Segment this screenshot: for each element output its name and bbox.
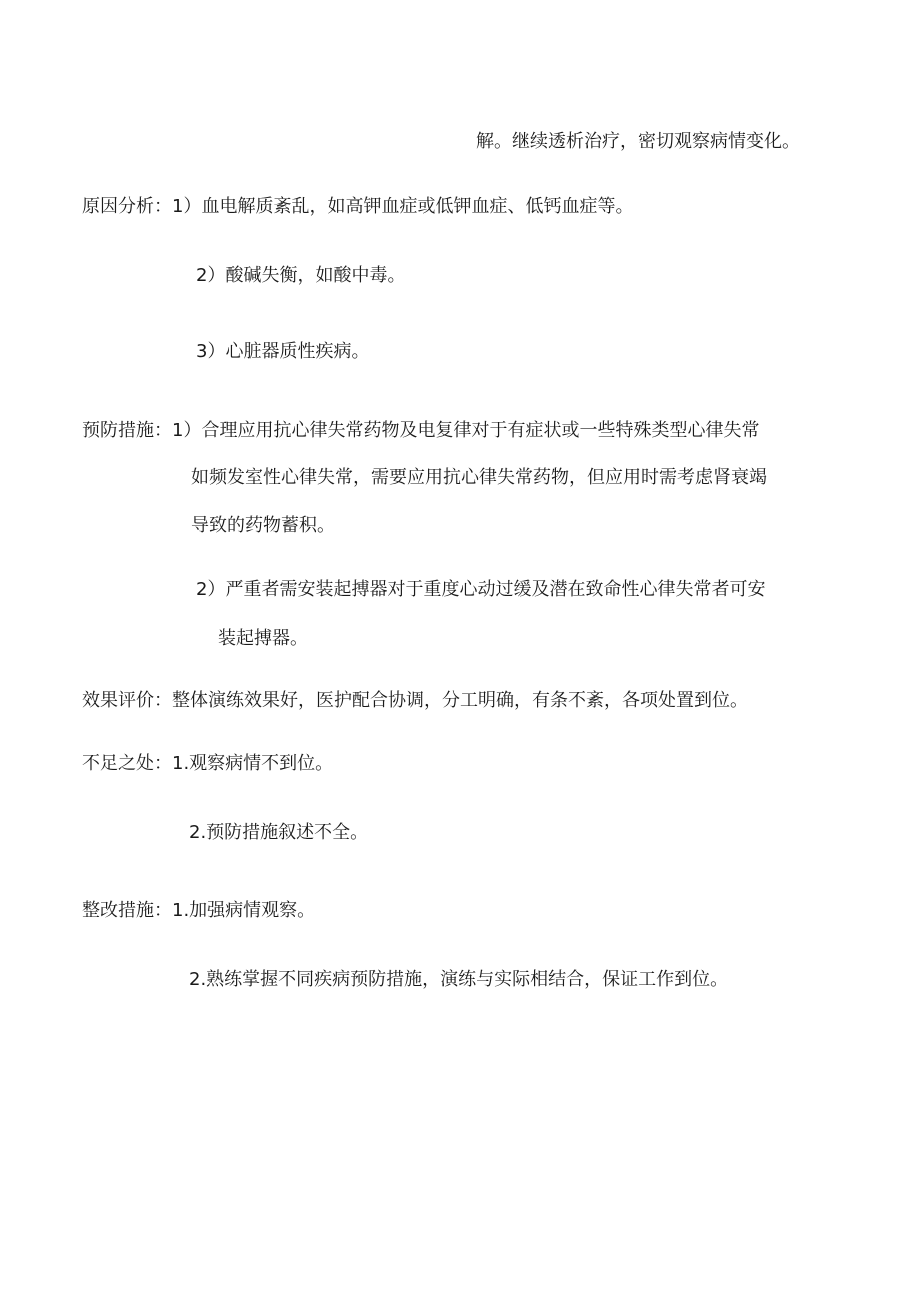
cause-analysis-label: 原因分析： [82,196,172,217]
deficiency-item-2: 2.预防措施叙述不全。 [189,822,369,843]
cause-item-2: 2）酸碱失衡，如酸中毒。 [196,265,406,286]
prevention-item-1-line2: 如频发室性心律失常，需要应用抗心律失常药物，但应用时需考虑肾衰竭 [191,467,767,488]
prevention-item-2-line1: 2）严重者需安装起搏器对于重度心动过缓及潜在致命性心律失常者可安 [196,579,766,600]
cause-analysis-line1 [82,195,633,219]
evaluation-text: 整体演练效果好，医护配合协调，分工明确，有条不紊，各项处置到位。 [172,690,748,711]
prevention-line1 [82,419,759,443]
deficiency-item-1: 1.观察病情不到位。 [172,753,334,774]
rectification-label: 整改措施： [82,900,172,921]
rectification-line1 [82,899,315,923]
cause-item-1: 1）血电解质紊乱，如高钾血症或低钾血症、低钙血症等。 [172,196,634,217]
prevention-item-2-line2: 装起搏器。 [218,628,308,649]
prevention-item-1-line1: 1）合理应用抗心律失常药物及电复律对于有症状或一些特殊类型心律失常 [172,420,760,441]
evaluation-label: 效果评价： [82,690,172,711]
deficiency-label: 不足之处： [82,753,172,774]
continuation-text: 解。继续透析治疗，密切观察病情变化。 [476,131,800,152]
evaluation-line [82,689,748,713]
deficiency-line1 [82,752,333,776]
prevention-item-1-line3: 导致的药物蓄积。 [191,515,335,536]
rectification-item-1: 1.加强病情观察。 [172,900,316,921]
rectification-item-2: 2.熟练掌握不同疾病预防措施，演练与实际相结合，保证工作到位。 [189,969,729,990]
prevention-label: 预防措施： [82,420,172,441]
cause-item-3: 3）心脏器质性疾病。 [196,341,370,362]
